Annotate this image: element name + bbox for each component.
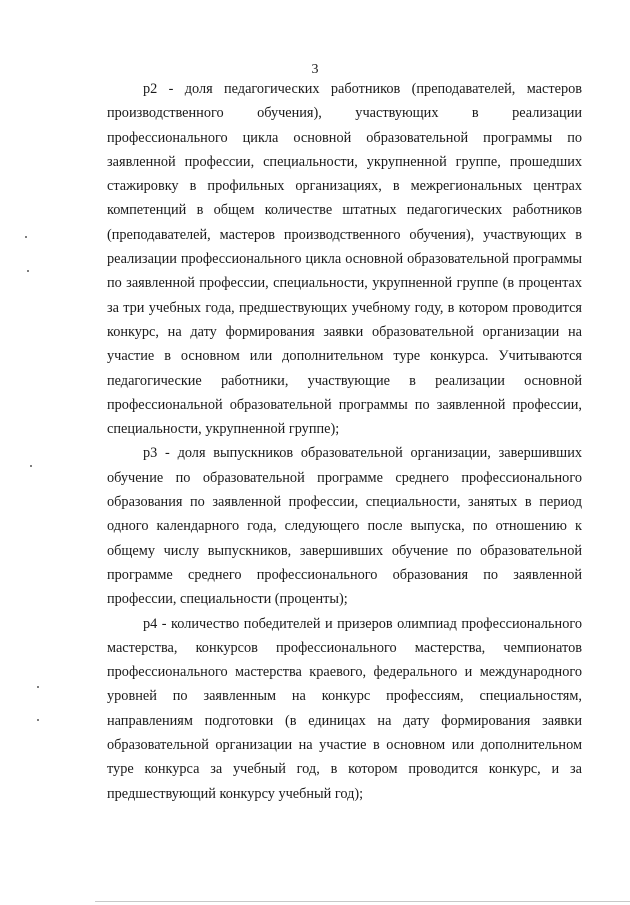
scan-speck xyxy=(27,270,29,272)
scan-speck xyxy=(30,465,32,467)
document-body xyxy=(107,77,582,806)
scan-edge-line xyxy=(95,901,630,902)
paragraph-p2: р2 - доля педагогических работников (преподавателей, мастеров производственного обучения), участвующих в реализации профессионального цикла основной образовательной программы по заявленной профессии, специальности, укрупненной группе, прошедших стажировку в профильных организациях, в межрегиональных центрах компетенций в общем количестве штатных педагогических работников (преподавателей, мастеров производственного обучения), участвующих в реализации профессионального цикла основной образовательной программы по заявленной профессии, специальности, укрупненной группе (в процентах за три учебных года, предшествующих учебному году, в котором проводится конкурс, на дату формирования заявки образовательной организации на участие в основном или дополнительном туре конкурса. Учитываются педагогические работники, участвующие в реализации основной профессиональной образовательной программы по заявленной профессии, специальности, укрупненной группе); xyxy=(107,81,582,438)
page-number: 3 xyxy=(311,62,319,77)
paragraph-p3: р3 - доля выпускников образовательной организации, завершивших обучение по образовательной программе среднего профессионального образования по заявленной профессии, специальности, занятых в период одного календарного года, следующего после выпуска, по отношению к общему числу выпускников, завершивших обучение по образовательной программе среднего профессионального образования по заявленной профессии, специальности (проценты); xyxy=(107,445,582,608)
paragraph-p4: р4 - количество победителей и призеров олимпиад профессионального мастерства, конкурсов профессионального мастерства, чемпионатов профессионального мастерства краевого, федерального и международного уровней по заявленным на конкурс профессиям, специальностям, направлениям подготовки (в единицах на дату формирования заявки образовательной организации на участие в основном или дополнительном туре конкурса за учебный год, в котором проводится конкурс, и за предшествующий конкурсу учебный год); xyxy=(107,615,582,802)
scan-speck xyxy=(37,686,39,688)
scan-speck xyxy=(25,236,27,238)
scan-speck xyxy=(37,719,39,721)
